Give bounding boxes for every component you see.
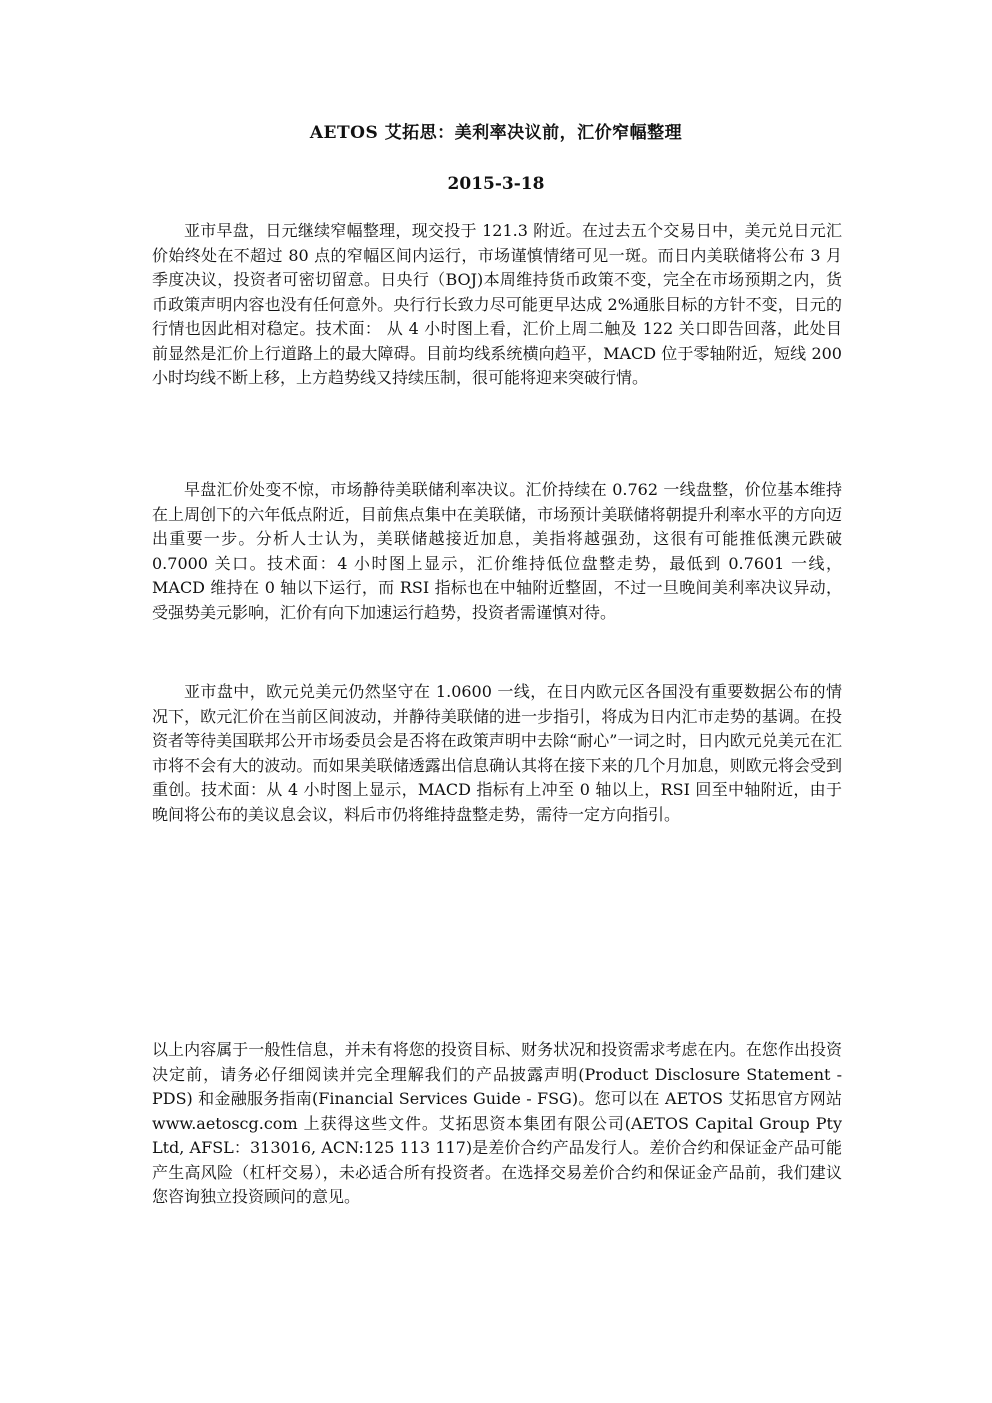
paragraph-usdjpy: 亚市早盘，日元继续窄幅整理，现交投于 121.3 附近。在过去五个交易日中，美元兑日元汇价始终处在不超过 80 点的窄幅区间内运行，市场谨慎情绪可见一斑。而日内美联储将公布 3 月季度决议，投资者可密切留意。日央行（BOJ)本周维持货币政策不变，完全在市场预期之内，货币政策声明内容也没有任何意外。央行行长致力尽可能更早达成 2%通胀目标的方针不变，日元的行情也因此相对稳定。技术面： 从 4 小时图上看，汇价上周二触及 122 关口即告回落，此处目前显然是汇价上行道路上的最大障碍。目前均线系统横向趋平，MACD 位于零轴附近，短线 200 小时均线不断上移，上方趋势线又持续压制，很可能将迎来突破行情。 bbox=[152, 221, 842, 387]
disclaimer-text: 以上内容属于一般性信息，并未有将您的投资目标、财务状况和投资需求考虑在内。在您作出投资决定前，请务必仔细阅读并完全理解我们的产品披露声明(Product Disclosure Statement - PDS) 和金融服务指南(Financial Services Guide - FSG)。您可以在 AETOS 艾拓思官方网站 www.aetoscg.com 上获得这些文件。艾拓思资本集团有限公司(AETOS Capital Group Pty Ltd, AFSL：313016, ACN:125 113 117)是差价合约产品发行人。差价合约和保证金产品可能产生高风险（杠杆交易），未必适合所有投资者。在选择交易差价合约和保证金产品前，我们建议您咨询独立投资顾问的意见。 bbox=[152, 1040, 842, 1206]
document-title: AETOS 艾拓思：美利率决议前，汇价窄幅整理 bbox=[309, 123, 683, 143]
paragraph-eurusd: 亚市盘中，欧元兑美元仍然坚守在 1.0600 一线，在日内欧元区各国没有重要数据公布的情况下，欧元汇价在当前区间波动，并静待美联储的进一步指引，将成为日内汇市走势的基调。在投资者等待美国联邦公开市场委员会是否将在政策声明中去除“耐心”一词之时，日内欧元兑美元在汇市将不会有大的波动。而如果美联储透露出信息确认其将在接下来的几个月加息，则欧元将会受到重创。技术面：从 4 小时图上显示，MACD 指标有上冲至 0 轴以上，RSI 回至中轴附近，由于晚间将公布的美议息会议，料后市仍将维持盘整走势，需待一定方向指引。 bbox=[152, 682, 842, 824]
paragraph-audusd: 早盘汇价处变不惊，市场静待美联储利率决议。汇价持续在 0.762 一线盘整，价位基本维持在上周创下的六年低点附近，目前焦点集中在美联储，市场预计美联储将朝提升利率水平的方向迈出重要一步。分析人士认为，美联储越接近加息，美指将越强劲，这很有可能推低澳元跌破 0.7000 关口。技术面：4 小时图上显示，汇价维持低位盘整走势，最低到 0.7601 一线，MACD 维持在 0 轴以下运行，而 RSI 指标也在中轴附近整固，不过一旦晚间美利率决议异动，受强势美元影响，汇价有向下加速运行趋势，投资者需谨慎对待。 bbox=[152, 480, 842, 622]
document-date: 2015-3-18 bbox=[447, 174, 545, 194]
